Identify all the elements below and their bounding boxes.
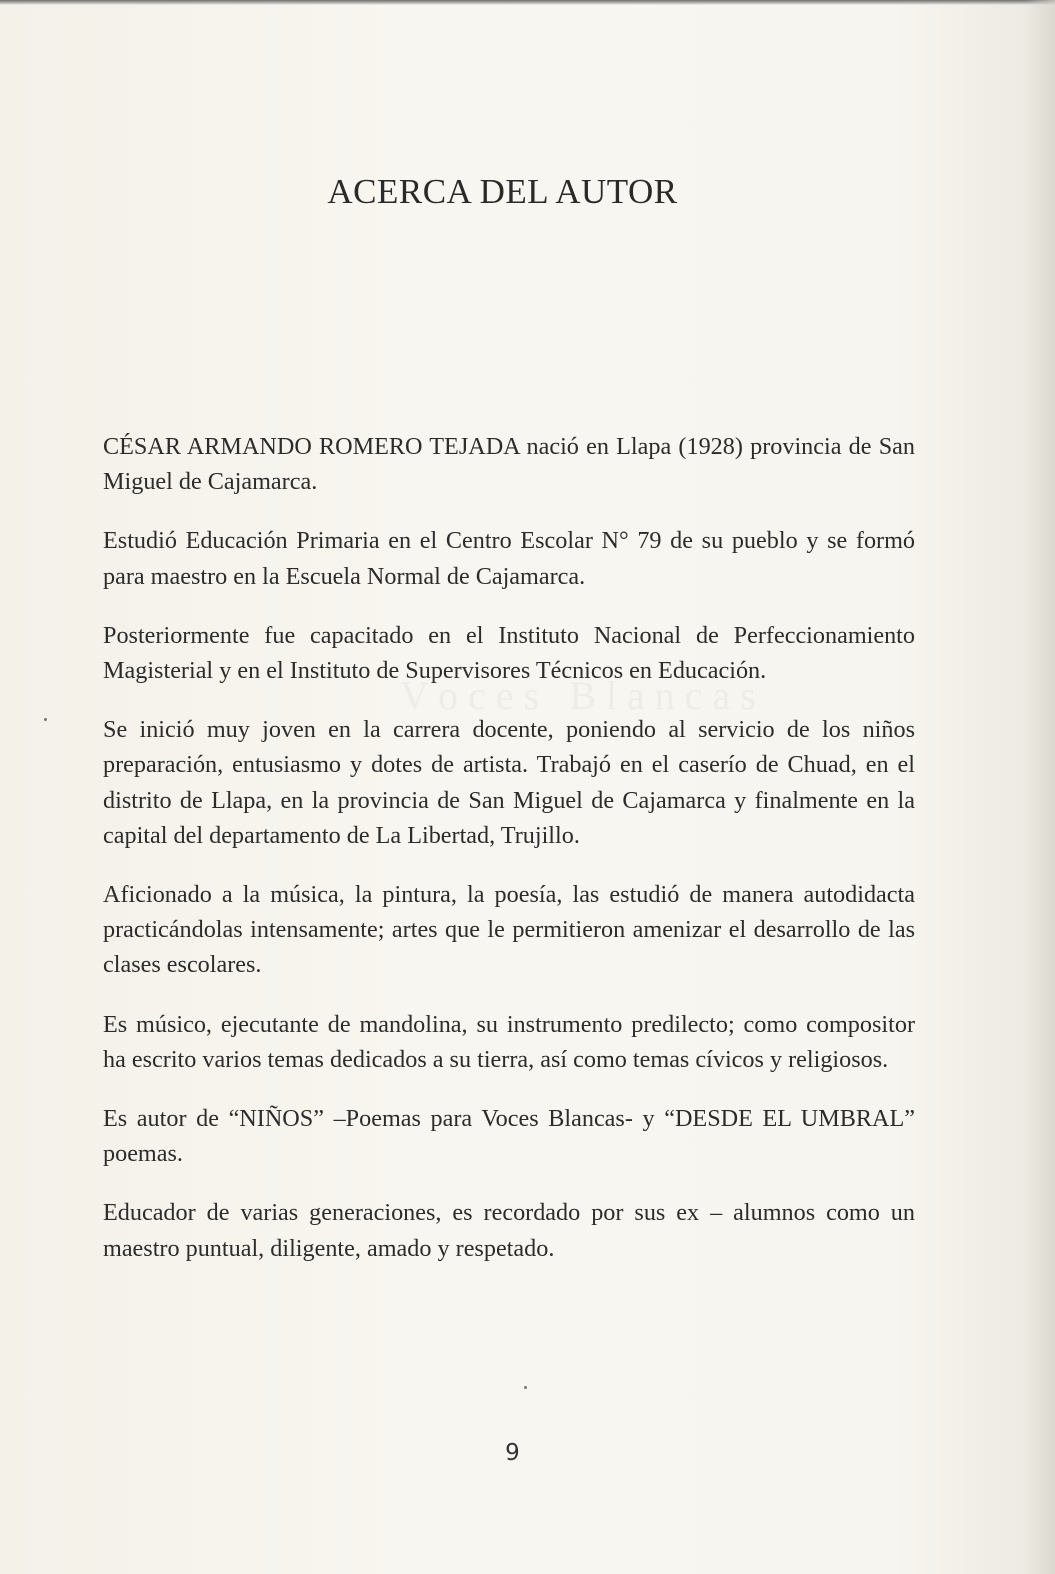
- scan-speck: [524, 1386, 527, 1389]
- paragraph-training: Posteriormente fue capacitado en el Instituto Nacional de Perfeccionamiento Magisterial y en el Instituto de Supervisores Técnicos en Educación.: [103, 621, 915, 685]
- scan-top-edge: [0, 0, 1055, 5]
- paragraph-career: Se inició muy joven en la carrera docente, poniendo al servicio de los niños preparación, entusiasmo y dotes de artista. Trabajó en el caserío de Chuad, en el distrito de Llapa, en la provincia de San Miguel de Cajamarca y finalmente en la capital del departamento de La Libertad, Trujillo.: [103, 716, 915, 849]
- paragraph-arts: Aficionado a la música, la pintura, la poesía, las estudió de manera autodidacta practicándolas intensamente; artes que le permitieron amenizar el desarrollo de las clases escolares.: [103, 881, 915, 979]
- page-title: ACERCA DEL AUTOR: [327, 172, 678, 211]
- paragraph-birth: CÉSAR ARMANDO ROMERO TEJADA nació en Llapa (1928) provincia de San Miguel de Cajamarca.: [103, 433, 915, 496]
- paragraph-music: Es músico, ejecutante de mandolina, su instrumento predilecto; como compositor ha escrito varios temas dedicados a su tierra, así como temas cívicos y religiosos.: [103, 1010, 915, 1073]
- paragraph-legacy: Educador de varias generaciones, es recordado por sus ex – alumnos como un maestro puntual, diligente, amado y respetado.: [103, 1199, 915, 1262]
- scan-speck: [44, 718, 47, 721]
- author-biography: [103, 429, 915, 1290]
- page-number: 9: [505, 1440, 520, 1466]
- paragraph-education: Estudió Educación Primaria en el Centro Escolar N° 79 de su pueblo y se formó para maestro en la Escuela Normal de Cajamarca.: [103, 527, 915, 590]
- paragraph-works: Es autor de “NIÑOS” –Poemas para Voces Blancas- y “DESDE EL UMBRAL” poemas.: [103, 1105, 915, 1168]
- scan-right-shadow: [1025, 0, 1055, 1574]
- bleed-through-text: V o c e s B l a n c a s: [400, 673, 756, 718]
